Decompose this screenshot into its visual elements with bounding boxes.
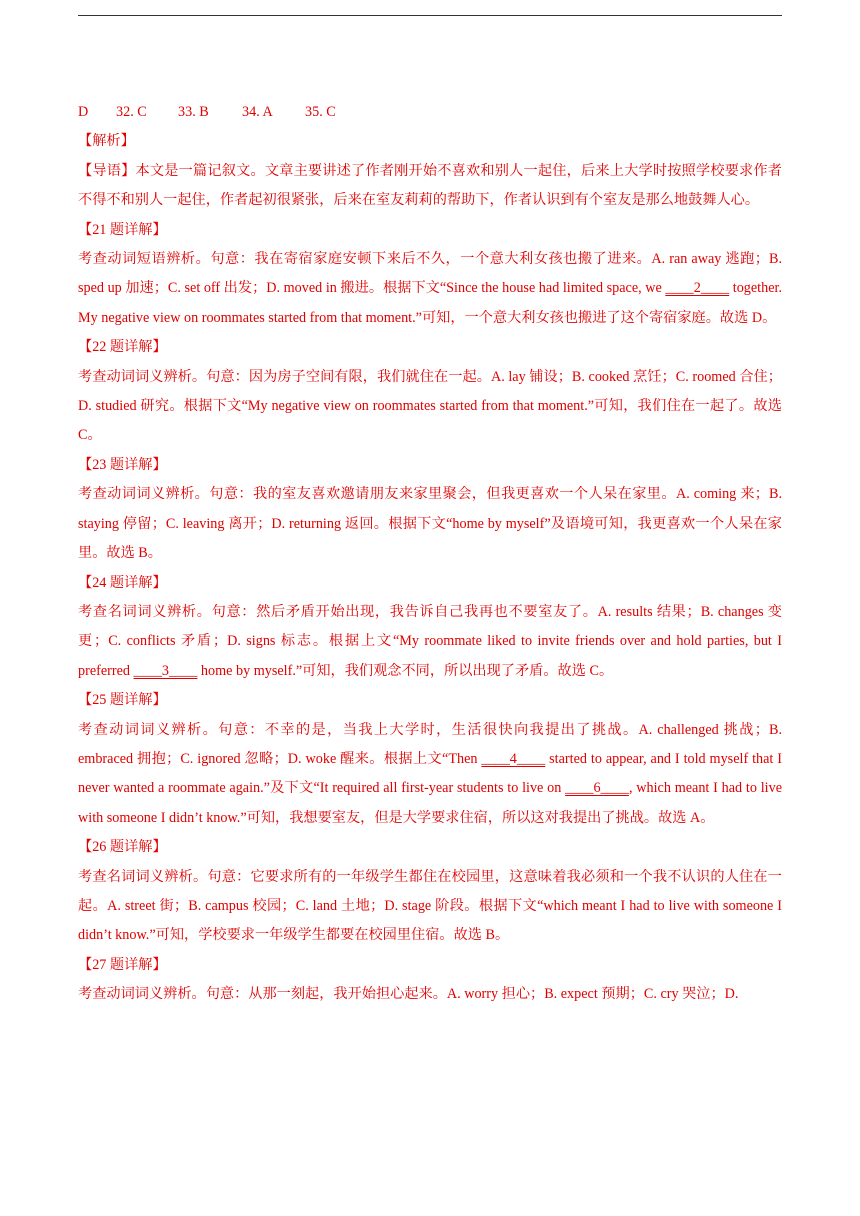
q21-text: 考查动词短语辨析。句意：我在寄宿家庭安顿下来后不久，一个意大利女孩也搬了进来。A. ran away 逃跑；B. sped up 加速；C. set off 出发；D. moved in 搬进。根据下文“Since the house had limited space, we (78, 251, 782, 297)
q27-heading: 【27 题详解】 (78, 956, 167, 973)
q25-text: 考查动词词义辨析。句意：不幸的是，当我上大学时，生活很快向我提出了挑战。A. challenged 挑战；B. embraced 拥抱；C. ignored 忽略；D. woke 醒来。根据上文“Then (78, 721, 782, 767)
q21-heading: 【21 题详解】 (78, 221, 167, 238)
blank-3: ____3____ (133, 662, 198, 679)
header-rule (78, 15, 782, 16)
q21-explanation (78, 245, 782, 333)
q22-heading: 【22 题详解】 (78, 339, 167, 356)
blank-6: ____6____ (565, 780, 629, 797)
q26-explanation: 考查名词词义辨析。句意：它要求所有的一年级学生都住在校园里，这意味着我必须和一个我不认识的人住在一起。A. street 街；B. campus 校园；C. land 土地；D. stage 阶段。根据下文“which meant I had to live with someone I didn’t know.”可知，学校要求一年级学生都要在校园里住宿。故选 B。 (78, 868, 782, 944)
q25-text-end: , which meant I had to live with someone I didn’t know.”可知，我想要室友，但是大学要求住宿，所以这对我提出了挑战。故选 A。 (78, 780, 783, 826)
answer-item: 35. C (305, 104, 336, 120)
blank-2: ____2____ (665, 280, 730, 297)
q23-heading: 【23 题详解】 (78, 456, 167, 473)
answer-item: D (78, 104, 89, 120)
q24-text-end: home by myself.”可知，我们观念不同，所以出现了矛盾。故选 C。 (197, 662, 614, 679)
q23-explanation: 考查动词词义辨析。句意：我的室友喜欢邀请朋友来家里聚会，但我更喜欢一个人呆在家里。A. coming 来；B. staying 停留；C. leaving 离开；D. returning 返回。根据下文“home by myself”及语境可知，我更喜欢一个人呆在家里。故选 B。 (78, 486, 782, 562)
answer-item: 32. C (116, 104, 147, 120)
q26-heading: 【26 题详解】 (78, 839, 167, 856)
q22-explanation: 考查动词词义辨析。句意：因为房子空间有限，我们就住在一起。A. lay 铺设；B. cooked 烹饪；C. roomed 合住；D. studied 研究。根据下文“My negative view on roommates started from that moment.”可知，我们住在一起了。故选 C。 (78, 368, 782, 444)
q21-text-end: together. My negative view on roommates started from that moment.”可知，一个意大利女孩也搬进了这个寄宿家庭。故选 D。 (78, 280, 782, 326)
blank-4: ____4____ (481, 750, 546, 767)
q24-explanation (78, 598, 782, 686)
q25-heading: 【25 题详解】 (78, 692, 167, 709)
q25-text-mid: started to appear, and I told myself that I never wanted a roommate again.”及下文“It required all first-year students to live on (78, 750, 782, 797)
answer-key-line (78, 98, 782, 127)
page-content (78, 98, 782, 1010)
q24-text: 考查名词词义辨析。句意：然后矛盾开始出现，我告诉自己我再也不要室友了。A. results 结果；B. changes 变更；C. conflicts 矛盾；D. signs 标志。根据上文“My roommate liked to invite friends over and hold parties, but I preferred (78, 603, 782, 679)
introduction-paragraph: 【导语】本文是一篇记叙文。文章主要讲述了作者刚开始不喜欢和别人一起住，后来上大学时按照学校要求作者不得不和别人一起住，作者起初很紧张，后来在室友莉莉的帮助下，作者认识到有个室友是那么地鼓舞人心。 (78, 162, 782, 209)
analysis-label: 【解析】 (78, 133, 135, 150)
answer-item: 34. A (242, 104, 273, 120)
q27-explanation: 考查动词词义辨析。句意：从那一刻起，我开始担心起来。A. worry 担心；B. expect 预期；C. cry 哭泣；D. (78, 986, 739, 1003)
q24-heading: 【24 题详解】 (78, 574, 167, 591)
q25-explanation (78, 716, 782, 834)
answer-item: 33. B (178, 104, 209, 120)
